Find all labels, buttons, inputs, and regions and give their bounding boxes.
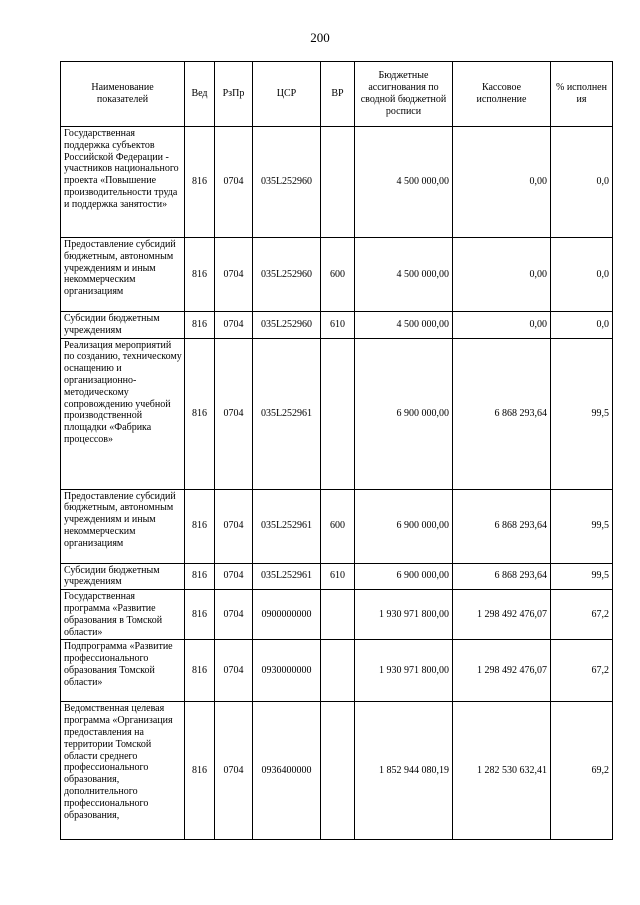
table-row: [61, 563, 613, 590]
row-ved: 816: [185, 702, 215, 840]
table-row: [61, 640, 613, 702]
header-rzpr: РзПр: [215, 62, 253, 127]
row-name: Субсидии бюджетным учреждениям: [61, 312, 185, 339]
table-row: [61, 489, 613, 563]
row-ved: 816: [185, 640, 215, 702]
row-ved: 816: [185, 312, 215, 339]
table-row: [61, 238, 613, 312]
row-cash: 1 298 492 476,07: [453, 640, 551, 702]
table-row: [61, 590, 613, 640]
row-vr: 610: [321, 563, 355, 590]
header-csr: ЦСР: [253, 62, 321, 127]
row-vr: [321, 590, 355, 640]
row-vr: 610: [321, 312, 355, 339]
row-percent: 99,5: [551, 338, 613, 489]
table-row: [61, 702, 613, 840]
budget-table: [60, 61, 613, 840]
row-name: Государственная программа «Развитие образования в Томской области»: [61, 590, 185, 640]
row-csr: 035L252960: [253, 127, 321, 238]
row-percent: 99,5: [551, 563, 613, 590]
row-budget: 1 852 944 080,19: [355, 702, 453, 840]
page-number: 200: [310, 30, 330, 45]
row-name: Предоставление субсидий бюджетным, автономным учреждениям и иным некоммерческим организациям: [61, 238, 185, 312]
table-row: [61, 312, 613, 339]
table-row: [61, 127, 613, 238]
row-percent: 67,2: [551, 640, 613, 702]
row-csr: 035L252961: [253, 489, 321, 563]
row-cash: 6 868 293,64: [453, 563, 551, 590]
row-name: Подпрограмма «Развитие профессионального образования Томской области»: [61, 640, 185, 702]
row-ved: 816: [185, 563, 215, 590]
row-csr: 0900000000: [253, 590, 321, 640]
row-csr: 035L252960: [253, 312, 321, 339]
row-name: Предоставление субсидий бюджетным, автономным учреждениям и иным некоммерческим организациям: [61, 489, 185, 563]
header-budget: Бюджетные ассигнования по сводной бюджетной росписи: [355, 62, 453, 127]
row-budget: 6 900 000,00: [355, 338, 453, 489]
header-vr: ВР: [321, 62, 355, 127]
row-percent: 0,0: [551, 127, 613, 238]
row-rzpr: 0704: [215, 238, 253, 312]
row-vr: [321, 640, 355, 702]
row-rzpr: 0704: [215, 590, 253, 640]
row-rzpr: 0704: [215, 312, 253, 339]
row-cash: 1 298 492 476,07: [453, 590, 551, 640]
row-budget: 6 900 000,00: [355, 489, 453, 563]
header-name: Наименование показателей: [61, 62, 185, 127]
row-budget: 4 500 000,00: [355, 312, 453, 339]
row-name: Государственная поддержка субъектов Российской Федерации - участников национального проекта «Повышение производительности труда и поддержка занятости»: [61, 127, 185, 238]
header-percent: % исполнения: [551, 62, 613, 127]
row-percent: 99,5: [551, 489, 613, 563]
row-percent: 0,0: [551, 238, 613, 312]
row-budget: 1 930 971 800,00: [355, 640, 453, 702]
row-cash: 1 282 530 632,41: [453, 702, 551, 840]
row-ved: 816: [185, 489, 215, 563]
row-cash: 0,00: [453, 127, 551, 238]
row-vr: [321, 127, 355, 238]
row-vr: [321, 702, 355, 840]
row-csr: 0936400000: [253, 702, 321, 840]
header-ved: Вед: [185, 62, 215, 127]
row-budget: 6 900 000,00: [355, 563, 453, 590]
row-percent: 67,2: [551, 590, 613, 640]
row-percent: 0,0: [551, 312, 613, 339]
row-ved: 816: [185, 590, 215, 640]
row-rzpr: 0704: [215, 702, 253, 840]
header-cash: Кассовое исполнение: [453, 62, 551, 127]
row-vr: [321, 338, 355, 489]
row-percent: 69,2: [551, 702, 613, 840]
row-name: Ведомственная целевая программа «Организация предоставления на территории Томской области среднего профессионального образования, дополнительного профессионального образования,: [61, 702, 185, 840]
row-name: Реализация мероприятий по созданию, техническому оснащению и организационно-методическому сопровождению учебной производственной площадки «Фабрика процессов»: [61, 338, 185, 489]
row-cash: 6 868 293,64: [453, 338, 551, 489]
row-ved: 816: [185, 338, 215, 489]
row-rzpr: 0704: [215, 127, 253, 238]
row-vr: 600: [321, 489, 355, 563]
row-cash: 0,00: [453, 238, 551, 312]
row-rzpr: 0704: [215, 640, 253, 702]
row-csr: 035L252961: [253, 563, 321, 590]
row-cash: 6 868 293,64: [453, 489, 551, 563]
row-csr: 0930000000: [253, 640, 321, 702]
row-ved: 816: [185, 127, 215, 238]
row-rzpr: 0704: [215, 489, 253, 563]
table-header-row: [61, 62, 613, 127]
row-csr: 035L252960: [253, 238, 321, 312]
row-cash: 0,00: [453, 312, 551, 339]
row-budget: 4 500 000,00: [355, 238, 453, 312]
row-rzpr: 0704: [215, 563, 253, 590]
row-budget: 1 930 971 800,00: [355, 590, 453, 640]
row-ved: 816: [185, 238, 215, 312]
table-row: [61, 338, 613, 489]
row-rzpr: 0704: [215, 338, 253, 489]
row-budget: 4 500 000,00: [355, 127, 453, 238]
row-csr: 035L252961: [253, 338, 321, 489]
row-vr: 600: [321, 238, 355, 312]
row-name: Субсидии бюджетным учреждениям: [61, 563, 185, 590]
